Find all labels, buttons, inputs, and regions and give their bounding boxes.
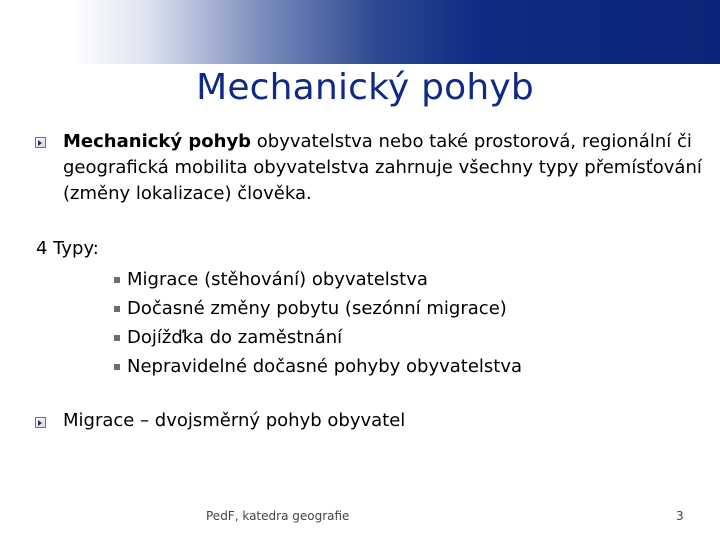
list-item xyxy=(114,323,522,352)
slide-title: Mechanický pohyb xyxy=(196,67,534,108)
list-item xyxy=(114,352,522,381)
arrow-box-icon xyxy=(35,417,46,428)
page-number: 3 xyxy=(676,509,684,523)
list-item xyxy=(114,294,522,323)
footer-text: PedF, katedra geografie xyxy=(206,509,350,523)
types-label: 4 Typy: xyxy=(36,238,99,259)
list-item-text: Nepravidelné dočasné pohyby obyvatelstva xyxy=(127,356,523,377)
definition-term: Mechanický pohyb xyxy=(63,131,252,152)
definition-text: obyvatelstva nebo také prostorová, regionální či geografická mobilita obyvatelstva zahrnuje všechny typy přemísťování (změny lokalizace) člověka. xyxy=(63,131,702,204)
list-item-text: Migrace (stěhování) obyvatelstva xyxy=(127,269,428,290)
square-bullet-icon xyxy=(114,306,120,312)
square-bullet-icon xyxy=(114,364,120,370)
paragraph-definition xyxy=(63,129,703,207)
list-item-text: Dojížďka do zaměstnání xyxy=(127,327,343,348)
arrow-box-icon xyxy=(35,137,46,148)
list-item-text: Dočasné změny pobytu (sezónní migrace) xyxy=(127,298,507,319)
list-item xyxy=(114,265,522,294)
types-list xyxy=(114,265,522,381)
header-band xyxy=(0,0,720,64)
square-bullet-icon xyxy=(114,335,120,341)
paragraph-migration: Migrace – dvojsměrný pohyb obyvatel xyxy=(63,410,406,431)
square-bullet-icon xyxy=(114,277,120,283)
